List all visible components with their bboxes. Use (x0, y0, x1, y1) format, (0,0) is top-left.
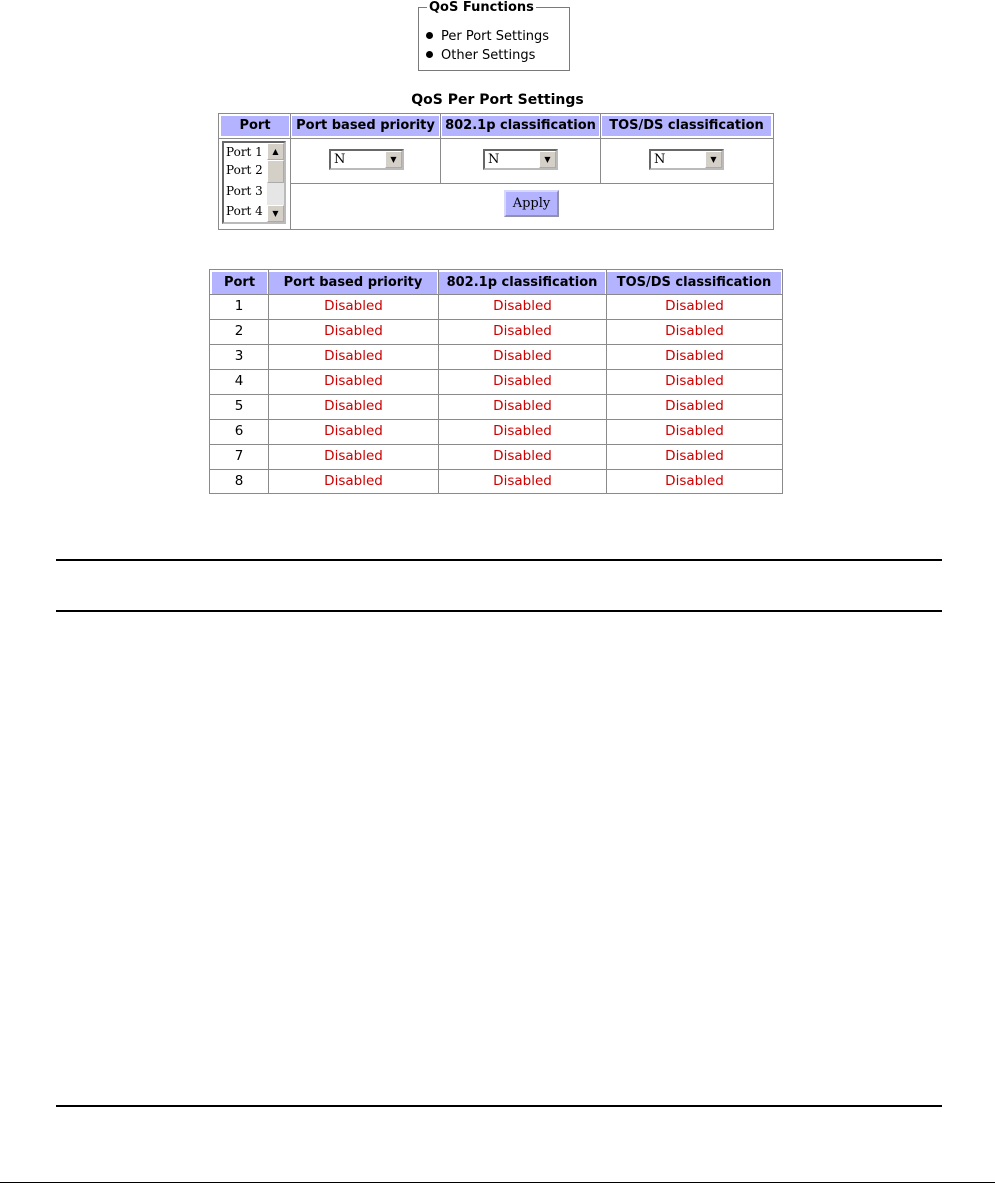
port-number-cell: 8 (234, 473, 244, 489)
status-cell: Disabled (493, 423, 552, 439)
port-number-cell: 2 (234, 323, 244, 339)
select-value: N (654, 152, 666, 167)
qos-functions-box (418, 0, 570, 71)
table-row (210, 319, 782, 344)
status-cell: Disabled (665, 323, 724, 339)
port-option[interactable]: Port 2 (226, 163, 263, 177)
tos-ds-select[interactable] (649, 149, 724, 170)
port-option[interactable]: Port 3 (226, 184, 263, 198)
status-cell: Disabled (665, 373, 724, 389)
status-cell: Disabled (324, 423, 383, 439)
port-number-cell: 6 (234, 423, 244, 439)
divider (290, 183, 773, 184)
horizontal-rule (56, 1105, 942, 1107)
select-value: N (488, 152, 500, 167)
port-option[interactable]: Port 1 (226, 145, 263, 159)
table-row (210, 344, 782, 369)
status-table (209, 269, 783, 494)
status-cell: Disabled (324, 373, 383, 389)
settings-table (218, 113, 774, 230)
status-cell: Disabled (493, 448, 552, 464)
bullet-icon (426, 51, 433, 58)
table-row (210, 294, 782, 319)
dot1p-select[interactable] (483, 149, 558, 170)
header-port: Port (212, 272, 267, 294)
divider (600, 114, 601, 183)
apply-button[interactable]: Apply (504, 190, 559, 217)
status-cell: Disabled (493, 398, 552, 414)
port-priority-select[interactable] (329, 149, 404, 170)
arrow-up-icon[interactable]: ▲ (267, 143, 284, 160)
chevron-down-icon[interactable]: ▼ (385, 151, 402, 168)
header-tos-ds: TOS/DS classification (602, 116, 771, 136)
select-value: N (334, 152, 346, 167)
status-cell: Disabled (324, 323, 383, 339)
status-cell: Disabled (324, 448, 383, 464)
table-row (210, 444, 782, 469)
link-other-settings[interactable] (425, 46, 549, 65)
status-cell: Disabled (665, 298, 724, 314)
table-row (210, 419, 782, 444)
port-option[interactable]: Port 4 (226, 204, 263, 218)
scrollbar-thumb[interactable] (267, 160, 284, 183)
status-cell: Disabled (665, 473, 724, 489)
header-port: Port (221, 116, 289, 136)
port-number-cell: 1 (234, 298, 244, 314)
table-row (210, 469, 782, 494)
table-row (210, 394, 782, 419)
chevron-down-icon[interactable]: ▼ (539, 151, 556, 168)
table-row (210, 369, 782, 394)
bullet-icon (426, 32, 433, 39)
qos-functions-legend: QoS Functions (429, 0, 534, 15)
status-cell: Disabled (493, 373, 552, 389)
port-list-scrollbar[interactable] (267, 143, 284, 222)
status-cell: Disabled (665, 348, 724, 364)
header-port-priority: Port based priority (292, 116, 439, 136)
status-cell: Disabled (665, 423, 724, 439)
divider (440, 114, 441, 183)
qos-functions-list (425, 27, 549, 65)
status-cell: Disabled (665, 398, 724, 414)
port-listbox[interactable] (222, 141, 286, 224)
header-8021p: 802.1p classification (439, 272, 605, 294)
status-cell: Disabled (324, 473, 383, 489)
status-cell: Disabled (324, 298, 383, 314)
horizontal-rule (56, 559, 942, 561)
horizontal-rule (56, 610, 942, 612)
status-cell: Disabled (493, 473, 552, 489)
port-number-cell: 5 (234, 398, 244, 414)
link-label[interactable]: Other Settings (441, 48, 536, 63)
header-port-priority: Port based priority (269, 272, 437, 294)
port-number-cell: 4 (234, 373, 244, 389)
header-tos-ds: TOS/DS classification (607, 272, 781, 294)
status-cell: Disabled (493, 348, 552, 364)
link-per-port-settings[interactable] (425, 27, 549, 46)
port-number-cell: 7 (234, 448, 244, 464)
link-label[interactable]: Per Port Settings (441, 29, 550, 44)
page-title: QoS Per Port Settings (411, 92, 584, 108)
status-cell: Disabled (665, 448, 724, 464)
status-cell: Disabled (493, 323, 552, 339)
status-cell: Disabled (324, 398, 383, 414)
header-8021p: 802.1p classification (442, 116, 599, 136)
status-cell: Disabled (493, 298, 552, 314)
port-number-cell: 3 (234, 348, 244, 364)
arrow-down-icon[interactable]: ▼ (267, 205, 284, 222)
divider (290, 114, 291, 229)
chevron-down-icon[interactable]: ▼ (705, 151, 722, 168)
divider (219, 138, 773, 139)
status-cell: Disabled (324, 348, 383, 364)
